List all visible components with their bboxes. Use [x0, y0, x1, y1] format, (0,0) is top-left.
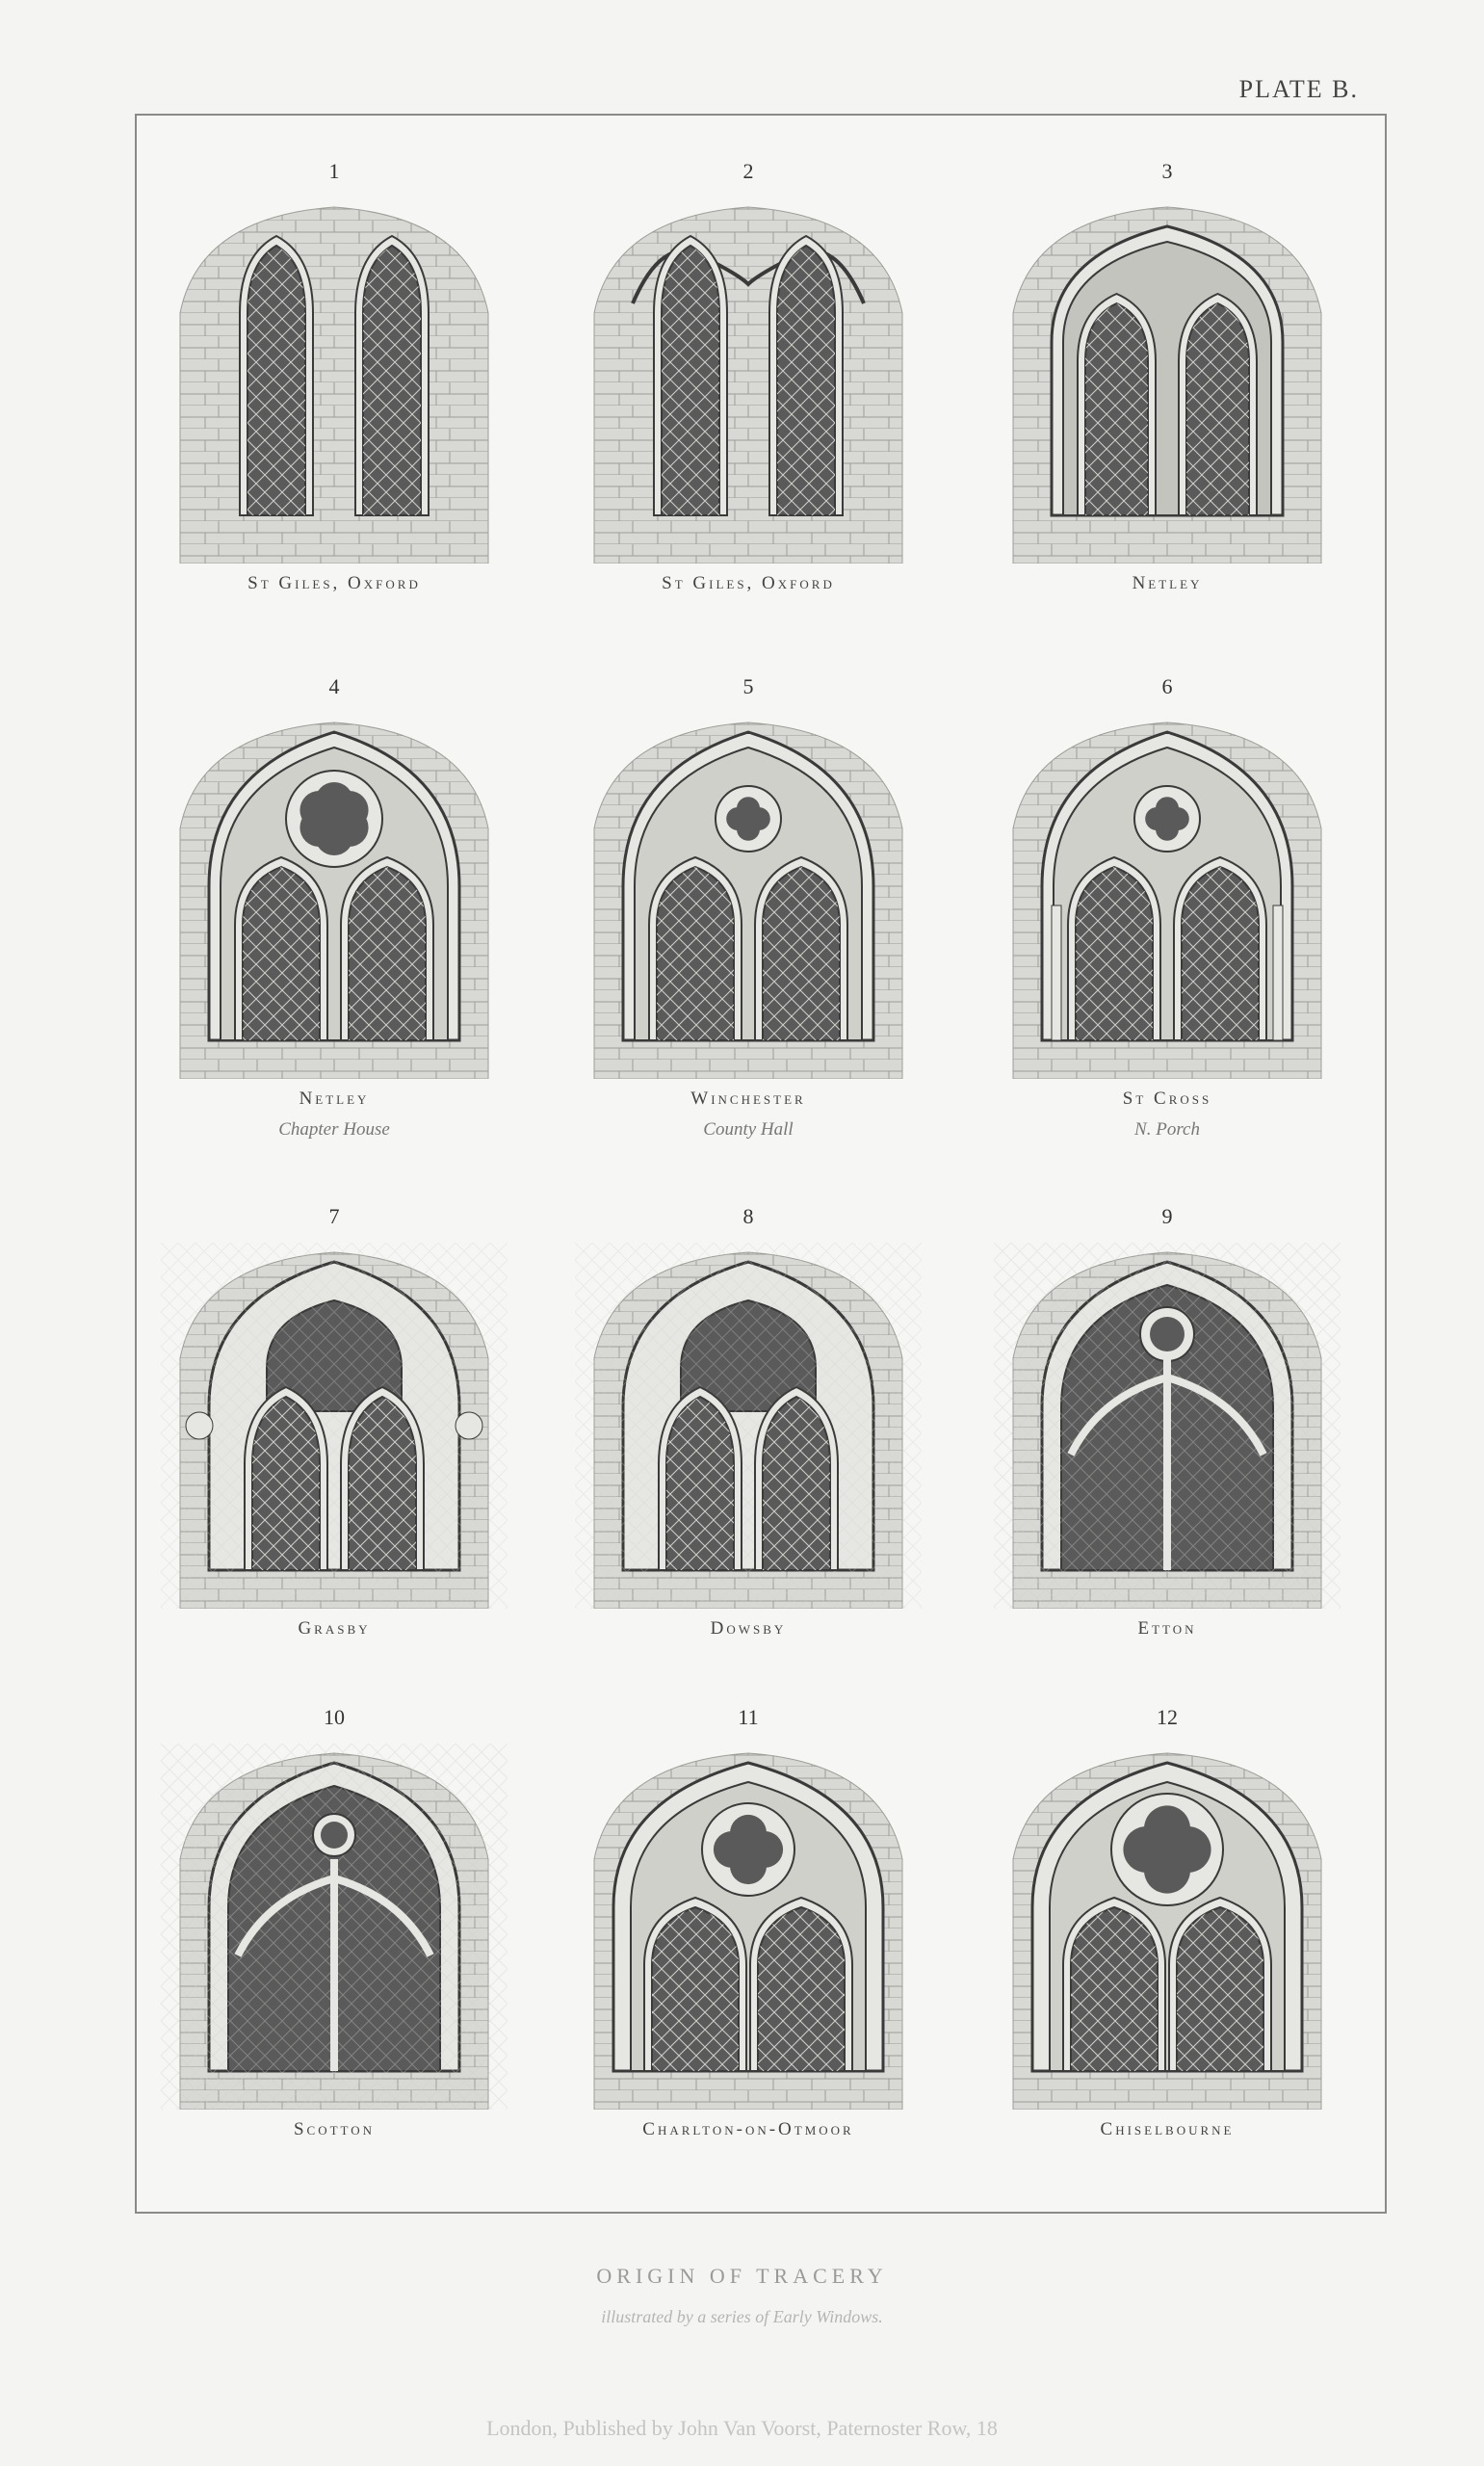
figure-number: 11	[738, 1705, 759, 1729]
window-figure	[565, 674, 931, 1175]
window-illustration	[994, 713, 1341, 1079]
window-figure	[151, 1705, 517, 2206]
figure-subcaption: Chapter House	[278, 1119, 390, 1140]
window-figure	[984, 1705, 1350, 2206]
window-figure	[151, 674, 517, 1175]
figure-number: 7	[328, 1204, 340, 1228]
window-illustration	[161, 1744, 508, 2110]
figure-number: 5	[742, 674, 754, 698]
figure-caption: Chiselbourne	[1100, 2119, 1235, 2139]
figure-number: 12	[1157, 1705, 1178, 1729]
window-figure	[151, 1204, 517, 1705]
figure-caption: Dowsby	[710, 1618, 787, 1639]
window-illustration	[575, 713, 922, 1079]
window-figure	[984, 1204, 1350, 1705]
figure-number: 8	[742, 1204, 754, 1228]
figure-caption: Charlton-on-Otmoor	[642, 2119, 854, 2139]
window-figure	[151, 159, 517, 660]
figure-number: 2	[742, 159, 754, 183]
window-figure	[565, 159, 931, 660]
figure-caption: St Giles, Oxford	[662, 573, 835, 593]
figure-caption: St Cross	[1122, 1089, 1212, 1109]
window-illustration	[994, 1744, 1341, 2110]
window-illustration	[994, 197, 1341, 564]
window-illustration	[994, 1243, 1341, 1609]
figure-caption: Etton	[1137, 1618, 1197, 1639]
figure-subcaption: N. Porch	[1134, 1119, 1200, 1140]
figure-number: 1	[328, 159, 340, 183]
window-illustration	[575, 1744, 922, 2110]
figure-number: 6	[1161, 674, 1173, 698]
window-figure	[984, 159, 1350, 660]
figure-caption: Winchester	[690, 1089, 806, 1109]
figure-caption: Grasby	[298, 1618, 371, 1639]
figure-caption: Netley	[299, 1089, 370, 1109]
window-illustration	[161, 197, 508, 564]
plate-title: ORIGIN OF TRACERY	[596, 2264, 888, 2288]
plate-label: PLATE B.	[1238, 75, 1359, 103]
window-illustration	[161, 1243, 508, 1609]
figure-number: 10	[324, 1705, 345, 1729]
plate-subtitle: illustrated by a series of Early Windows.	[601, 2307, 883, 2326]
figure-number: 3	[1161, 159, 1173, 183]
figure-number: 9	[1161, 1204, 1173, 1228]
window-figure	[984, 674, 1350, 1175]
figure-caption: Scotton	[293, 2119, 376, 2139]
window-illustration	[575, 1243, 922, 1609]
plate-frame	[135, 114, 1387, 2214]
figure-caption: Netley	[1132, 573, 1203, 593]
window-illustration	[161, 713, 508, 1079]
figure-number: 4	[328, 674, 340, 698]
publisher-imprint: London, Published by John Van Voorst, Paternoster Row, 18	[486, 2416, 998, 2440]
window-figure	[565, 1705, 931, 2206]
figure-caption: St Giles, Oxford	[247, 573, 421, 593]
figure-subcaption: County Hall	[703, 1119, 794, 1140]
window-illustration	[575, 197, 922, 564]
window-figure	[565, 1204, 931, 1705]
